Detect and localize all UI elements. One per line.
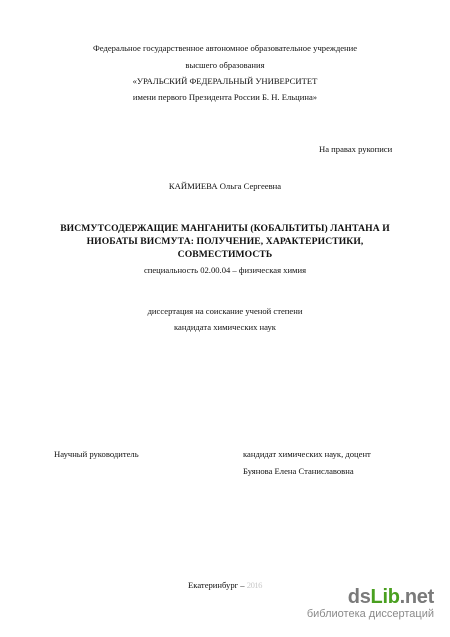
specialty: специальность 02.00.04 – физическая химия — [143, 265, 307, 275]
logo-ds: ds — [347, 586, 371, 608]
author-name: КАЙМИЕВА Ольга Сергеевна — [168, 181, 282, 191]
dslib-subtitle: библиотека диссертаций — [306, 608, 434, 620]
institution-line-1: Федеральное государственное автономное образовательное учреждение — [92, 43, 358, 53]
dissertation-title-line-1: ВИСМУТСОДЕРЖАЩИЕ МАНГАНИТЫ (КОБАЛЬТИТЫ) ЛАНТАНА И — [60, 223, 390, 234]
logo-lib: Lib — [370, 586, 400, 608]
supervisor-label: Научный руководитель — [54, 449, 139, 459]
footer-city: Екатеринбург – — [188, 580, 245, 590]
degree-line-1: диссертация на соискание ученой степени — [147, 306, 303, 316]
institution-line-2: высшего образования — [185, 60, 265, 70]
logo-dot: . — [399, 586, 405, 608]
supervisor-name: Буянова Елена Станиславовна — [243, 466, 354, 476]
dslib-logo — [348, 586, 434, 608]
university-named-after: имени первого Президента России Б. Н. Ельцина» — [132, 92, 318, 102]
dissertation-title-line-3: СОВМЕСТИМОСТЬ — [177, 249, 273, 260]
degree-line-2: кандидата химических наук — [174, 322, 276, 332]
supervisor-credentials: кандидат химических наук, доцент — [243, 449, 371, 459]
university-name: «УРАЛЬСКИЙ ФЕДЕРАЛЬНЫЙ УНИВЕРСИТЕТ — [132, 76, 318, 86]
manuscript-note: На правах рукописи — [319, 144, 393, 154]
footer-year: 2016 — [246, 580, 262, 590]
logo-net: net — [404, 586, 434, 608]
dslib-watermark[interactable] — [286, 586, 436, 626]
dissertation-title-line-2: НИОБАТЫ ВИСМУТА: ПОЛУЧЕНИЕ, ХАРАКТЕРИСТИКИ, — [86, 236, 364, 247]
